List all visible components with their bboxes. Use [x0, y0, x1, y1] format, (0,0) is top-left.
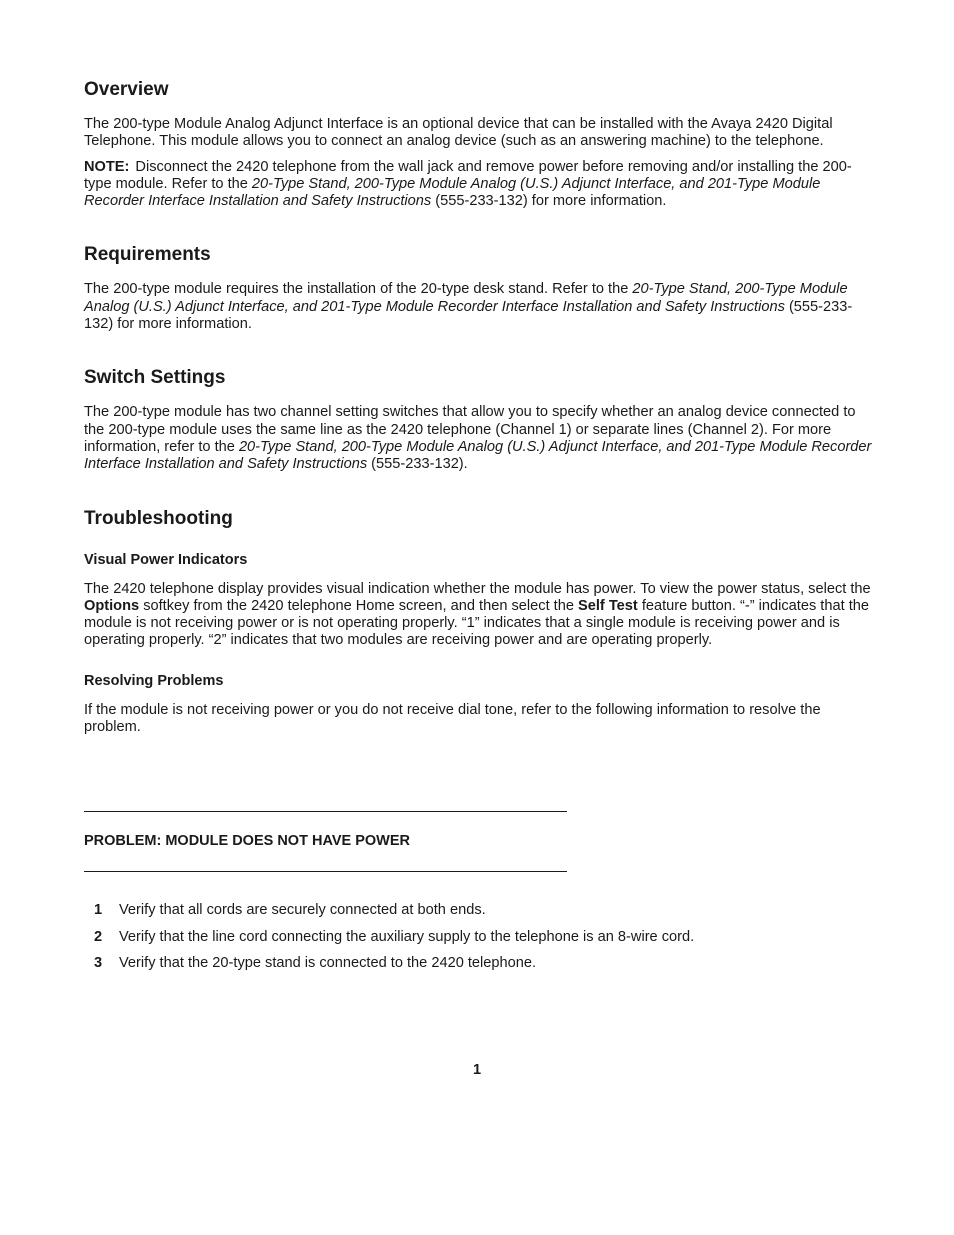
- resolving-problems: [84, 672, 874, 737]
- switch-settings-section: [84, 366, 874, 473]
- step-text: Verify that the 20-type stand is connected to the 2420 telephone.: [119, 955, 537, 972]
- visual-power-indicators: [84, 551, 874, 650]
- note-document-title: 20-Type Stand, 200-Type Module Analog (U.S.) Adjunct Interface, and 201-Type Module Recorder Interface Installation and Safety Instructions: [84, 175, 821, 210]
- visual-text-2: softkey from the 2420 telephone Home screen, and then select the: [139, 597, 579, 614]
- visual-power-paragraph: [84, 581, 874, 650]
- resolving-problems-paragraph: If the module is not receiving power or you do not receive dial tone, refer to the following information to resolve the problem.: [84, 701, 821, 736]
- problem-title: PROBLEM: MODULE DOES NOT HAVE POWER: [84, 833, 410, 849]
- note-label: NOTE:: [84, 158, 130, 175]
- visual-text-1: The 2420 telephone display provides visual indication whether the module has power. To view the power status, select the: [84, 580, 871, 597]
- switch-settings-heading: Switch Settings: [84, 367, 226, 389]
- options-softkey-label: Options: [84, 597, 140, 614]
- step-number: 2: [94, 928, 103, 945]
- note-text-1: Disconnect the 2420 telephone from the wall jack and remove power before removing and/or installing the 200-type module. Refer to the: [84, 158, 852, 192]
- visual-text-3: feature button. “-” indicates that the module is not receiving power or is not operating properly. “1” indicates that a single module is receiving power and is operating properly. “2” indicates that two modules are receiving power and are operating properly.: [84, 597, 869, 649]
- requirements-text-1: The 200-type module requires the installation of the 20-type desk stand. Refer to the: [84, 281, 633, 298]
- problem-steps: [84, 902, 874, 982]
- resolving-problems-heading: Resolving Problems: [84, 672, 224, 689]
- requirements-heading: Requirements: [84, 244, 211, 266]
- step-text: Verify that all cords are securely connected at both ends.: [119, 902, 486, 918]
- overview-paragraph: The 200-type Module Analog Adjunct Interface is an optional device that can be installed with the Avaya 2420 Digital Telephone. This module allows you to connect an analog device (such as an answering machine) to the telephone.: [84, 116, 833, 150]
- step-item: [84, 929, 874, 946]
- page-number: 1: [472, 1062, 482, 1078]
- switch-text-1: The 200-type module has two channel setting switches that allow you to specify whether an analog device connected to the 200-type module uses the same line as the 2420 telephone (Channel 1) or separate lines (Channel 2). For more information, refer to the: [84, 404, 856, 455]
- note-text-2: (555-233-132) for more information.: [431, 193, 667, 210]
- requirements-section: [84, 243, 874, 333]
- self-test-button-label: Self Test: [578, 597, 638, 614]
- troubleshooting-heading: Troubleshooting: [84, 507, 233, 529]
- switch-document-title: 20-Type Stand, 200-Type Module Analog (U.S.) Adjunct Interface, and 201-Type Module Recorder Interface Installation and Safety Instructions: [84, 438, 872, 473]
- switch-text-2: (555-233-132).: [367, 456, 468, 473]
- problem-box: [84, 811, 567, 872]
- overview-heading: Overview: [84, 79, 169, 100]
- step-item: [84, 902, 874, 919]
- step-number: 1: [94, 902, 103, 918]
- document-body: [84, 78, 874, 744]
- troubleshooting-section: [84, 507, 874, 737]
- step-item: [84, 955, 874, 972]
- step-text: Verify that the line cord connecting the auxiliary supply to the telephone is an 8-wire cord.: [119, 928, 695, 945]
- requirements-document-title: 20-Type Stand, 200-Type Module Analog (U.S.) Adjunct Interface, and 201-Type Module Recorder Interface Installation and Safety Instructions: [84, 281, 848, 315]
- step-number: 3: [94, 955, 103, 972]
- overview-section: [84, 78, 874, 210]
- requirements-paragraph: [84, 281, 874, 333]
- overview-note: [84, 159, 874, 211]
- visual-power-heading: Visual Power Indicators: [84, 551, 248, 568]
- switch-settings-paragraph: [84, 404, 874, 473]
- requirements-text-2: (555-233-132) for more information.: [84, 298, 853, 333]
